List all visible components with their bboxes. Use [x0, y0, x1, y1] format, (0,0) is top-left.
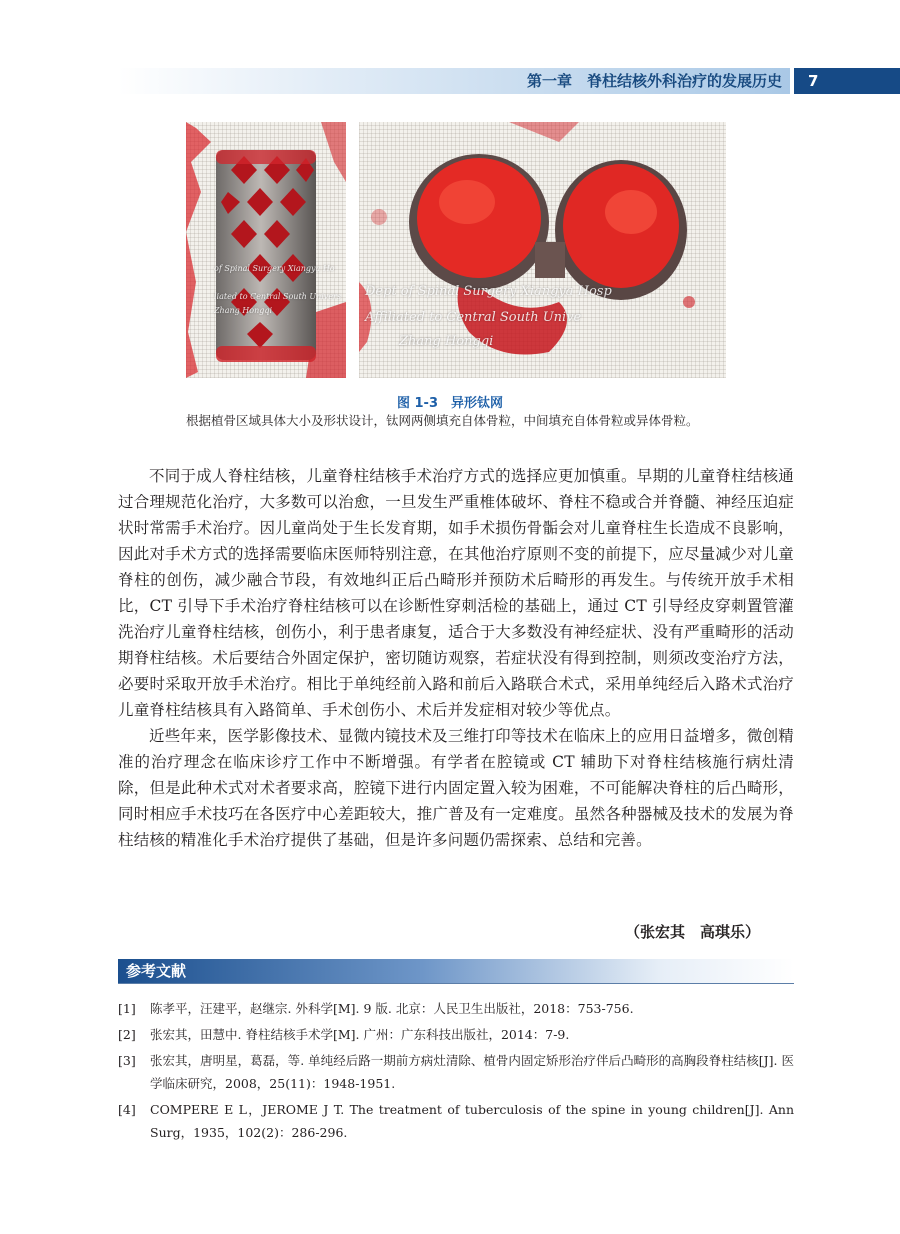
watermark-line: Dept of Spinal Surgery Xiangya Hosp — [365, 284, 612, 299]
reference-text: 陈孝平，汪建平，赵继宗. 外科学[M]. 9 版. 北京：人民卫生出版社，2018：753-756. — [150, 1001, 634, 1016]
reference-text: 张宏其，唐明星，葛磊，等. 单纯经后路一期前方病灶清除、植骨内固定矫形治疗伴后凸畸形的高胸段脊柱结核[J]. 医学临床研究，2008，25(11)：1948-1951. — [150, 1053, 794, 1091]
reference-item — [118, 997, 794, 1020]
watermark-line: Zhang Hongqi — [399, 334, 494, 349]
figure-description: 根据植骨区域具体大小及形状设计，钛网两侧填充自体骨粒，中间填充自体骨粒或异体骨粒。 — [186, 413, 699, 428]
watermark-line: of Spinal Surgery Xiangya Ho — [214, 264, 335, 273]
watermark-line: Affiliated to Central South Unive — [365, 310, 582, 325]
reference-list — [118, 997, 794, 1147]
reference-item — [118, 1049, 794, 1095]
page-number: 7 — [794, 68, 900, 94]
divider — [118, 983, 794, 984]
titanium-mesh-photo-right — [359, 122, 726, 378]
reference-text: 张宏其，田慧中. 脊柱结核手术学[M]. 广州：广东科技出版社，2014：7-9. — [150, 1027, 570, 1042]
references-heading-bar — [118, 959, 794, 983]
running-header — [118, 68, 790, 94]
reference-text: COMPERE E L，JEROME J T. The treatment of tuberculosis of the spine in young children[J]. Ann Surg，1935，102(2)：286-296. — [150, 1102, 794, 1140]
references-title: 参考文献 — [126, 962, 187, 980]
body-text — [118, 463, 794, 853]
figure-title: 图 1-3 异形钛网 — [396, 396, 503, 411]
paragraph: 近些年来，医学影像技术、显微内镜技术及三维打印等技术在临床上的应用日益增多，微创精准的治疗理念在临床诊疗工作中不断增强。有学者在腔镜或 CT 辅助下对脊柱结核施行病灶清除，但是此种术式对术者要求高，腔镜下进行内固定置入较为困难，不可能解决脊柱的后凸畸形，同时相应手术技巧在各医疗中心差距较大，推广普及有一定难度。虽然各种器械及技术的发展为脊柱结核的精准化手术治疗提供了基础，但是许多问题仍需探索、总结和完善。 — [118, 727, 794, 849]
reference-number: [2] — [118, 1027, 136, 1042]
watermark-line: liated to Central South Univers — [214, 292, 341, 301]
watermark-line: Zhang Hongqi — [214, 306, 273, 315]
titanium-mesh-photo-left — [186, 122, 346, 378]
mesh-cage-illustration — [186, 122, 346, 378]
paragraph: 不同于成人脊柱结核，儿童脊柱结核手术治疗方式的选择应更加慎重。早期的儿童脊柱结核通过合理规范化治疗，大多数可以治愈，一旦发生严重椎体破坏、脊柱不稳或合并脊髓、神经压迫症状时常需手术治疗。因儿童尚处于生长发育期，如手术损伤骨骺会对儿童脊柱生长造成不良影响，因此对手术方式的选择需要临床医师特别注意，在其他治疗原则不变的前提下，应尽量减少对儿童脊柱的创伤，减少融合节段，有效地纠正后凸畸形并预防术后畸形的再发生。与传统开放手术相比，CT 引导下手术治疗脊柱结核可以在诊断性穿刺活检的基础上，通过 CT 引导经皮穿刺置管灌洗治疗儿童脊柱结核，创伤小，利于患者康复，适合于大多数没有神经症状、没有严重畸形的活动期脊柱结核。术后要结合外固定保护，密切随访观察，若症状没有得到控制，则须改变治疗方法，必要时采取开放手术治疗。相比于单纯经前入路和前后入路联合术式，采用单纯经后入路术式治疗儿童脊柱结核具有入路简单、手术创伤小、术后并发症相对较少等优点。 — [118, 467, 794, 719]
chapter-title: 第一章 脊柱结核外科治疗的发展历史 — [526, 72, 782, 90]
reference-number: [3] — [118, 1053, 136, 1068]
reference-item — [118, 1098, 794, 1144]
reference-number: [1] — [118, 1001, 136, 1016]
reference-number: [4] — [118, 1102, 136, 1117]
author-attribution: （张宏其 高琪乐） — [624, 923, 760, 941]
reference-item — [118, 1023, 794, 1046]
